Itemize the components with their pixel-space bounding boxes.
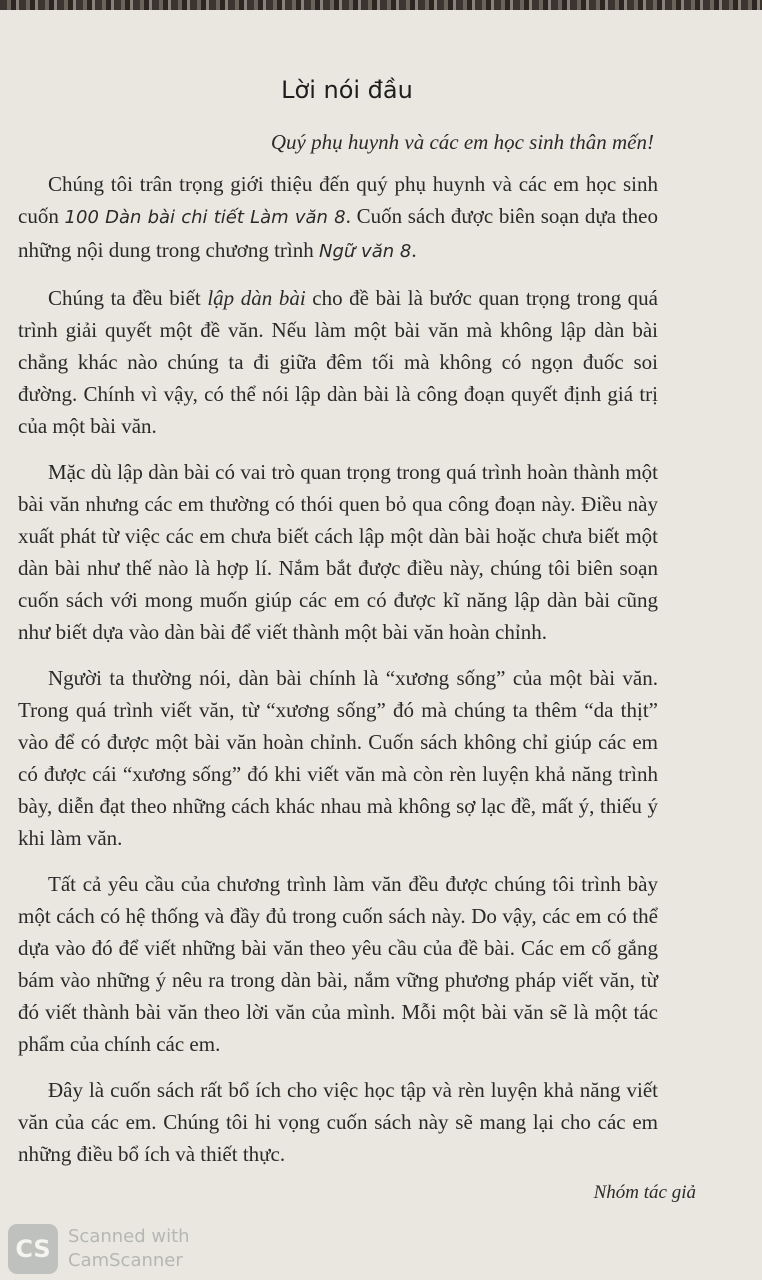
camscanner-watermark xyxy=(8,1224,190,1274)
paragraph-6: Đây là cuốn sách rất bổ ích cho việc học tập và rèn luyện khả năng viết văn của các em. Chúng tôi hi vọng cuốn sách này sẽ mang lại cho các em những điều bổ ích và thiết thực. xyxy=(18,1078,658,1166)
paragraph-2-text: cho đề bài là bước quan trọng trong quá trình giải quyết một đề văn. Nếu làm một bài văn mà không lập dàn bài chẳng khác nào chúng ta đi giữa đêm tối mà không có ngọn đuốc soi đường. Chính vì vậy, có thể nói lập dàn bài là công đoạn quyết định giá trị của một bài văn. xyxy=(18,286,658,438)
document-page xyxy=(0,10,762,1280)
paragraph-2 xyxy=(18,282,658,442)
salutation: Quý phụ huynh và các em học sinh thân mến! xyxy=(270,130,654,154)
paragraph-1 xyxy=(18,168,658,268)
paragraph-2-text: Chúng ta đều biết xyxy=(48,286,208,310)
watermark-text xyxy=(68,1225,190,1273)
emphasis-term: lập dàn bài xyxy=(207,286,306,310)
page-title: Lời nói đầu xyxy=(281,76,413,104)
body-text xyxy=(18,168,658,1184)
paragraph-5: Tất cả yêu cầu của chương trình làm văn đều được chúng tôi trình bày một cách có hệ thống và đầy đủ trong cuốn sách này. Do vậy, các em có thể dựa vào đó để viết những bài văn theo yêu cầu của đề bài. Các em cố gắng bám vào những ý nêu ra trong dàn bài, nắm vững phương pháp viết văn, từ đó viết thành bài văn theo lời văn của mình. Mỗi một bài văn sẽ là một tác phẩm của chính các em. xyxy=(18,872,658,1056)
paragraph-1-text: Chúng tôi trân trọng giới thiệu đến quý phụ huynh và các em học sinh cuốn xyxy=(18,172,658,228)
signature: Nhóm tác giả xyxy=(593,1182,696,1203)
paragraph-1-text: . Cuốn sách được biên soạn dựa theo những nội dung trong chương trình xyxy=(18,204,659,262)
watermark-line-1: Scanned with xyxy=(68,1226,190,1247)
paragraph-4: Người ta thường nói, dàn bài chính là “xương sống” của một bài văn. Trong quá trình viết văn, từ “xương sống” đó mà chúng ta thêm “da thịt” vào để có được một bài văn hoàn chỉnh. Cuốn sách không chỉ giúp các em có được cái “xương sống” đó khi viết văn mà còn rèn luyện khả năng trình bày, diễn đạt theo những cách khác nhau mà không sợ lạc đề, mất ý, thiếu ý khi làm văn. xyxy=(18,666,658,850)
camscanner-logo-icon: CS xyxy=(8,1224,58,1274)
paragraph-1-text: . xyxy=(411,238,417,262)
watermark-line-2: CamScanner xyxy=(68,1250,183,1271)
page-top-border xyxy=(0,0,762,10)
book-title: 100 Dàn bài chi tiết Làm văn 8 xyxy=(64,207,346,228)
paragraph-3: Mặc dù lập dàn bài có vai trò quan trọng trong quá trình hoàn thành một bài văn nhưng các em thường có thói quen bỏ qua công đoạn này. Điều này xuất phát từ việc các em chưa biết cách lập một dàn bài hoặc chưa biết một dàn bài như thế nào là hợp lí. Nắm bắt được điều này, chúng tôi biên soạn cuốn sách với mong muốn giúp các em có được kĩ năng lập dàn bài cũng như biết dựa vào dàn bài để viết thành một bài văn hoàn chỉnh. xyxy=(18,460,658,644)
program-name: Ngữ văn 8 xyxy=(319,241,412,262)
